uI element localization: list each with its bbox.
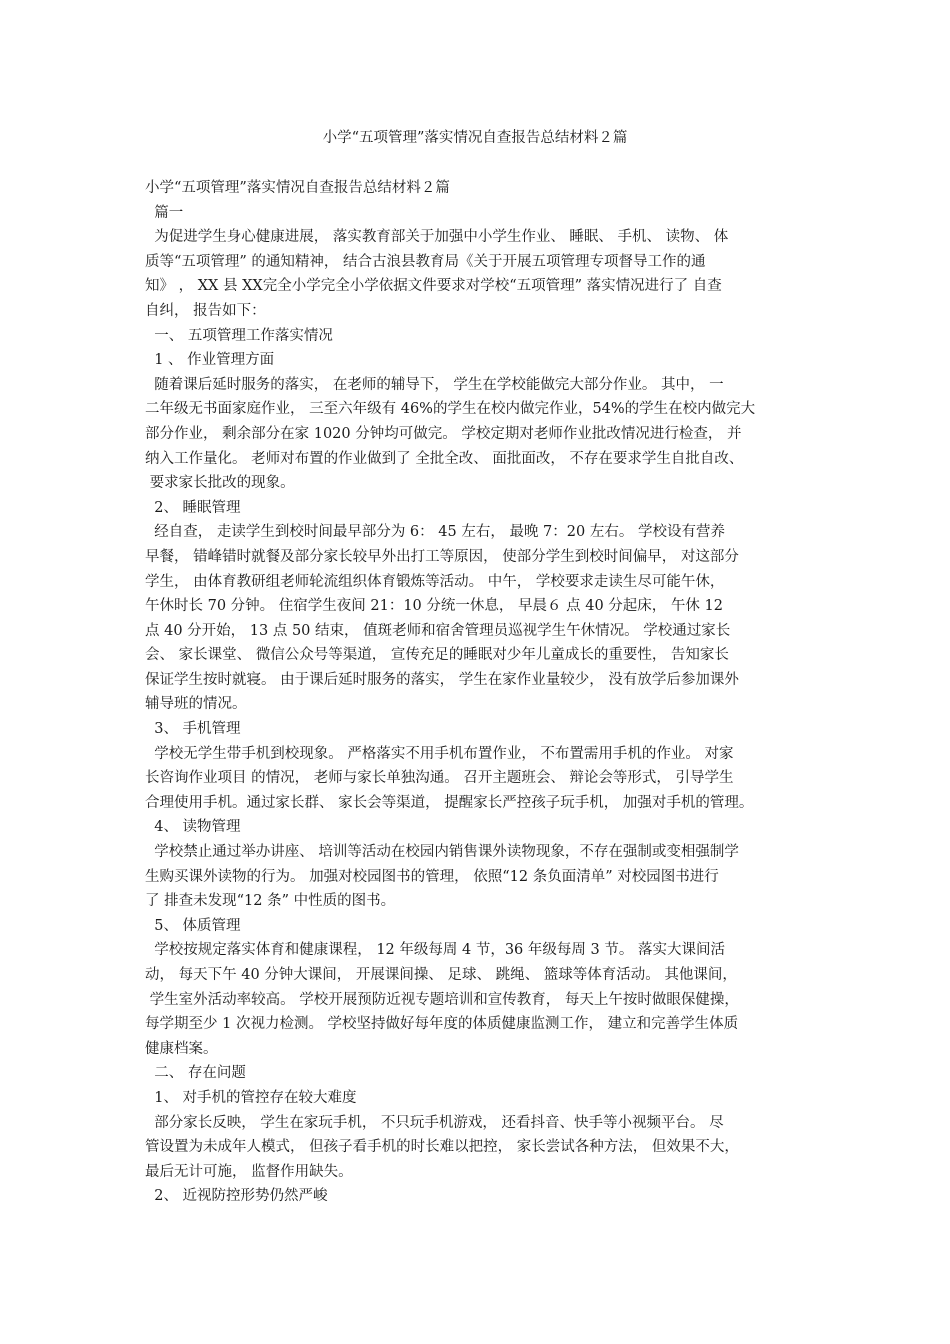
- text-line: 合理使用手机。通过家长群、 家长会等渠道， 提醒家长严控孩子玩手机， 加强对手机的管理。: [145, 794, 754, 811]
- text-line: 早餐， 错峰错时就餐及部分家长较早外出打工等原因， 使部分学生到校时间偏早， 对这部分: [145, 548, 739, 565]
- document-title: 小学“五项管理”落实情况自查报告总结材料２篇: [322, 130, 628, 146]
- text-line: 一、 五项管理工作落实情况: [145, 327, 333, 344]
- text-line: 纳入工作量化。 老师对布置的作业做到了 全批全改、 面批面改， 不存在要求学生自批自改、: [145, 450, 744, 467]
- text-line: 每学期至少 1 次视力检测。 学校坚持做好每年度的体质健康监测工作， 建立和完善学生体质: [145, 1016, 739, 1033]
- text-line: 长咨询作业项目 的情况， 老师与家长单独沟通。 召开主题班会、 辩论会等形式， 引导学生: [145, 770, 734, 787]
- text-line: 随着课后延时服务的落实， 在老师的辅导下， 学生在学校能做完大部分作业。 其中， 一: [145, 376, 724, 393]
- text-line: 保证学生按时就寝。 由于课后延时服务的落实， 学生在家作业量较少， 没有放学后参加课外: [145, 671, 739, 688]
- text-line: 点 40 分开始， 13 点 50 结束， 值斑老师和宿舍管理员巡视学生午休情况。 学校通过家长: [145, 622, 731, 639]
- text-line: 健康档案。: [145, 1040, 218, 1057]
- text-line: 学校无学生带手机到校现象。 严格落实不用手机布置作业， 不布置需用手机的作业。 对家: [145, 745, 734, 762]
- text-line: 自纠， 报告如下：: [145, 302, 266, 319]
- text-line: 学生， 由体育教研组老师轮流组织体育锻炼等活动。 中午， 学校要求走读生尽可能午休，: [145, 573, 725, 590]
- text-line: 最后无计可施， 监督作用缺失。: [145, 1163, 353, 1180]
- text-line: 2、 睡眠管理: [145, 499, 241, 516]
- text-line: 会、 家长课堂、 微信公众号等渠道， 宣传充足的睡眠对少年儿童成长的重要性， 告知家长: [145, 647, 729, 664]
- text-line: 学校禁止通过举办讲座、 培训等活动在校园内销售课外读物现象，不存在强制或变相强制学: [145, 844, 739, 861]
- text-line: 辅导班的情况。: [145, 696, 247, 713]
- text-line: 篇一: [145, 204, 184, 221]
- text-line: 动， 每天下午 40 分钟大课间， 开展课间操、 足球、 跳绳、 篮球等体育活动。 其他课间，: [145, 967, 737, 983]
- text-line: 管设置为未成年人模式， 但孩子看手机的时长难以把控， 家长尝试各种方法， 但效果不大，: [145, 1139, 739, 1156]
- text-line: 要求家长批改的现象。: [145, 475, 295, 492]
- text-line: 2、 近视防控形势仍然严峻: [145, 1188, 328, 1205]
- text-line: 部分家长反映， 学生在家玩手机， 不只玩手机游戏， 还看抖音、快手等小视频平台。 尽: [145, 1114, 724, 1131]
- text-line: 二年级无书面家庭作业， 三至六年级有 46%的学生在校内做完作业，54%的学生在校内做完大: [145, 401, 756, 418]
- text-line: 3、 手机管理: [145, 721, 241, 738]
- text-line: 5、 体质管理: [145, 917, 241, 934]
- text-line: 了 排查未发现“12 条” 中性质的图书。: [145, 893, 396, 910]
- text-line: 质等“五项管理” 的通知精神， 结合古浪县教育局《关于开展五项管理专项督导工作的通: [145, 253, 706, 270]
- text-line: 部分作业， 剩余部分在家 1020 分钟均可做完。 学校定期对老师作业批改情况进行检查， 并: [145, 425, 742, 442]
- text-line: 生购买课外读物的行为。 加强对校园图书的管理， 依照“12 条负面清单” 对校园图书进行: [145, 868, 719, 885]
- document-body: [145, 176, 825, 1209]
- text-line: 为促进学生身心健康进展， 落实教育部关于加强中小学生作业、 睡眠、 手机、 读物、 体: [145, 229, 729, 246]
- text-line: 学生室外活动率较高。 学校开展预防近视专题培训和宣传教育， 每天上午按时做眼保健操，: [145, 991, 739, 1008]
- text-line: 4、 读物管理: [145, 819, 241, 836]
- text-line: 1、 对手机的管控存在较大难度: [145, 1089, 357, 1106]
- text-line: 知》 ， XX 县 XX完全小学完全小学依据文件要求对学校“五项管理” 落实情况进行了 自查: [145, 278, 722, 295]
- text-line: 学校按规定落实体育和健康课程， 12 年级每周 4 节，36 年级每周 3 节。 落实大课间活: [145, 942, 725, 959]
- text-line: 经自查， 走读学生到校时间最早部分为 6： 45 左右， 最晚 7：20 左右。 学校设有营养: [145, 524, 725, 541]
- text-line: 1 、 作业管理方面: [145, 352, 275, 369]
- text-line: 午休时长 70 分钟。 住宿学生夜间 21：10 分统一休息， 早晨６ 点 40 分起床， 午休 12: [145, 598, 723, 615]
- text-line: 二、 存在问题: [145, 1065, 246, 1082]
- text-line: 小学“五项管理”落实情况自查报告总结材料２篇: [145, 180, 450, 196]
